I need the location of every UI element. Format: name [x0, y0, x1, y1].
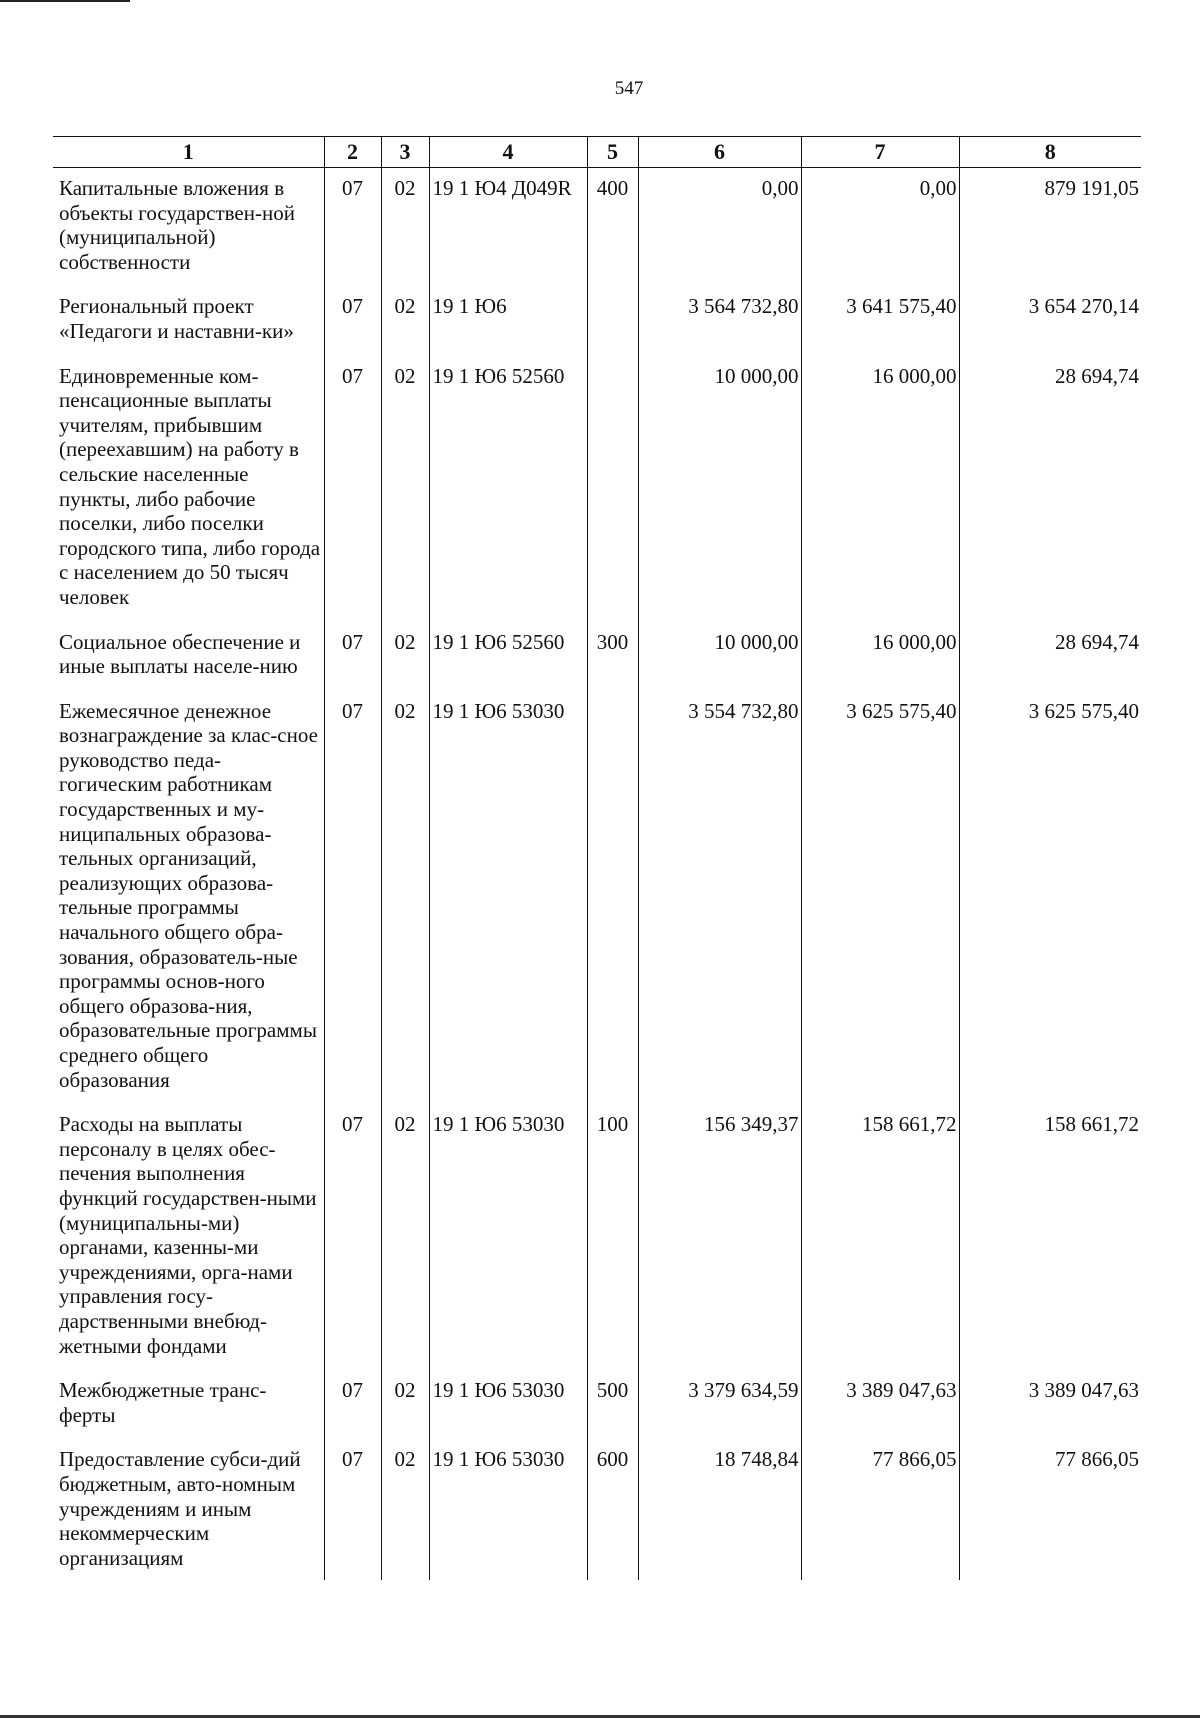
header-col-5: 5 [587, 137, 638, 168]
row-section-code: 07 [324, 1439, 381, 1580]
row-amount-col-7: 16 000,00 [801, 356, 959, 622]
row-amount-col-7: 77 866,05 [801, 1439, 959, 1580]
row-target-article: 19 1 Ю6 52560 [429, 356, 587, 622]
header-col-2: 2 [324, 137, 381, 168]
table-row [53, 1370, 1141, 1439]
row-section-code: 07 [324, 168, 381, 287]
row-amount-col-8: 879 191,05 [959, 168, 1141, 287]
row-target-article: 19 1 Ю6 52560 [429, 622, 587, 691]
row-section-code: 07 [324, 1370, 381, 1439]
page-number: 547 [614, 78, 644, 99]
row-section-code: 07 [324, 286, 381, 355]
row-name: Расходы на выплаты персоналу в целях обес-печения выполнения функций государствен-ными (муниципальны-ми) органами, казенны-ми учреждениями, орга-нами управления госу-дарственными внебюд-жетными фондами [59, 1112, 317, 1358]
row-target-article: 19 1 Ю6 53030 [429, 1370, 587, 1439]
row-section-code: 07 [324, 1104, 381, 1370]
row-name: Предоставление субси-дий бюджетным, авто-номным учреждениям и иным некоммерческим организациям [59, 1447, 301, 1570]
row-target-article: 19 1 Ю6 [429, 286, 587, 355]
table-body [53, 168, 1141, 1581]
row-amount-col-8: 28 694,74 [959, 622, 1141, 691]
row-subsection-code: 02 [381, 286, 429, 355]
table-row [53, 356, 1141, 622]
row-expense-type: 100 [587, 1104, 638, 1370]
row-amount-col-8: 3 389 047,63 [959, 1370, 1141, 1439]
row-expense-type: 600 [587, 1439, 638, 1580]
header-col-8: 8 [959, 137, 1141, 168]
row-name: Единовременные ком-пенсационные выплаты учителям, прибывшим (переехавшим) на работу в сельские населенные пункты, либо рабочие поселки, либо поселки городского типа, либо города с населением до 50 тысяч человек [59, 363, 321, 609]
row-amount-col-6: 10 000,00 [638, 622, 801, 691]
row-expense-type: 300 [587, 622, 638, 691]
row-amount-col-8: 158 661,72 [959, 1104, 1141, 1370]
row-amount-col-7: 16 000,00 [801, 622, 959, 691]
row-target-article: 19 1 Ю6 53030 [429, 691, 587, 1105]
row-amount-col-8: 28 694,74 [959, 356, 1141, 622]
row-amount-col-7: 3 389 047,63 [801, 1370, 959, 1439]
row-expense-type: 400 [587, 168, 638, 287]
budget-table [53, 136, 1141, 1580]
row-amount-col-7: 3 625 575,40 [801, 691, 959, 1105]
row-amount-col-6: 18 748,84 [638, 1439, 801, 1580]
row-expense-type [587, 691, 638, 1105]
row-name: Социальное обеспечение и иные выплаты населе-нию [59, 629, 301, 679]
row-name: Ежемесячное денежное вознаграждение за клас-сное руководство педа-гогическим работникам государственных и му-ниципальных образова-тельных организаций, реализующих образова-тельные программы начального общего обра-зования, образователь-ные программы основ-ного общего образова-ния, образовательные программы среднего общего образования [59, 698, 318, 1092]
header-col-6: 6 [638, 137, 801, 168]
row-amount-col-6: 156 349,37 [638, 1104, 801, 1370]
row-amount-col-8: 3 625 575,40 [959, 691, 1141, 1105]
row-name: Межбюджетные транс-ферты [59, 1378, 267, 1427]
scan-edge-top-line [0, 0, 130, 2]
table-row [53, 691, 1141, 1105]
header-col-4: 4 [429, 137, 587, 168]
table-header [53, 137, 1141, 168]
row-amount-col-7: 0,00 [801, 168, 959, 287]
scan-edge-bottom-line [0, 1715, 1200, 1718]
row-subsection-code: 02 [381, 622, 429, 691]
row-subsection-code: 02 [381, 1439, 429, 1580]
row-expense-type: 500 [587, 1370, 638, 1439]
table-row [53, 622, 1141, 691]
header-col-3: 3 [381, 137, 429, 168]
row-amount-col-7: 158 661,72 [801, 1104, 959, 1370]
row-target-article: 19 1 Ю6 53030 [429, 1104, 587, 1370]
row-expense-type [587, 356, 638, 622]
row-name: Капитальные вложения в объекты государствен-ной (муниципальной) собственности [59, 176, 295, 274]
row-amount-col-6: 3 564 732,80 [638, 286, 801, 355]
row-subsection-code: 02 [381, 691, 429, 1105]
row-amount-col-6: 0,00 [638, 168, 801, 287]
table-row [53, 1439, 1141, 1580]
row-amount-col-6: 3 554 732,80 [638, 691, 801, 1105]
table-header-row [53, 137, 1141, 168]
table-row [53, 1104, 1141, 1370]
row-name: Региональный проект «Педагоги и наставни-ки» [59, 294, 294, 343]
row-amount-col-8: 3 654 270,14 [959, 286, 1141, 355]
row-subsection-code: 02 [381, 1104, 429, 1370]
row-amount-col-7: 3 641 575,40 [801, 286, 959, 355]
row-amount-col-6: 3 379 634,59 [638, 1370, 801, 1439]
row-subsection-code: 02 [381, 356, 429, 622]
row-target-article: 19 1 Ю4 Д049R [429, 168, 587, 287]
header-col-7: 7 [801, 137, 959, 168]
header-col-1: 1 [53, 137, 324, 168]
row-amount-col-8: 77 866,05 [959, 1439, 1141, 1580]
table-row [53, 286, 1141, 355]
table-row [53, 168, 1141, 287]
row-expense-type [587, 286, 638, 355]
row-subsection-code: 02 [381, 1370, 429, 1439]
row-subsection-code: 02 [381, 168, 429, 287]
row-section-code: 07 [324, 691, 381, 1105]
row-section-code: 07 [324, 356, 381, 622]
row-target-article: 19 1 Ю6 53030 [429, 1439, 587, 1580]
row-section-code: 07 [324, 622, 381, 691]
row-amount-col-6: 10 000,00 [638, 356, 801, 622]
